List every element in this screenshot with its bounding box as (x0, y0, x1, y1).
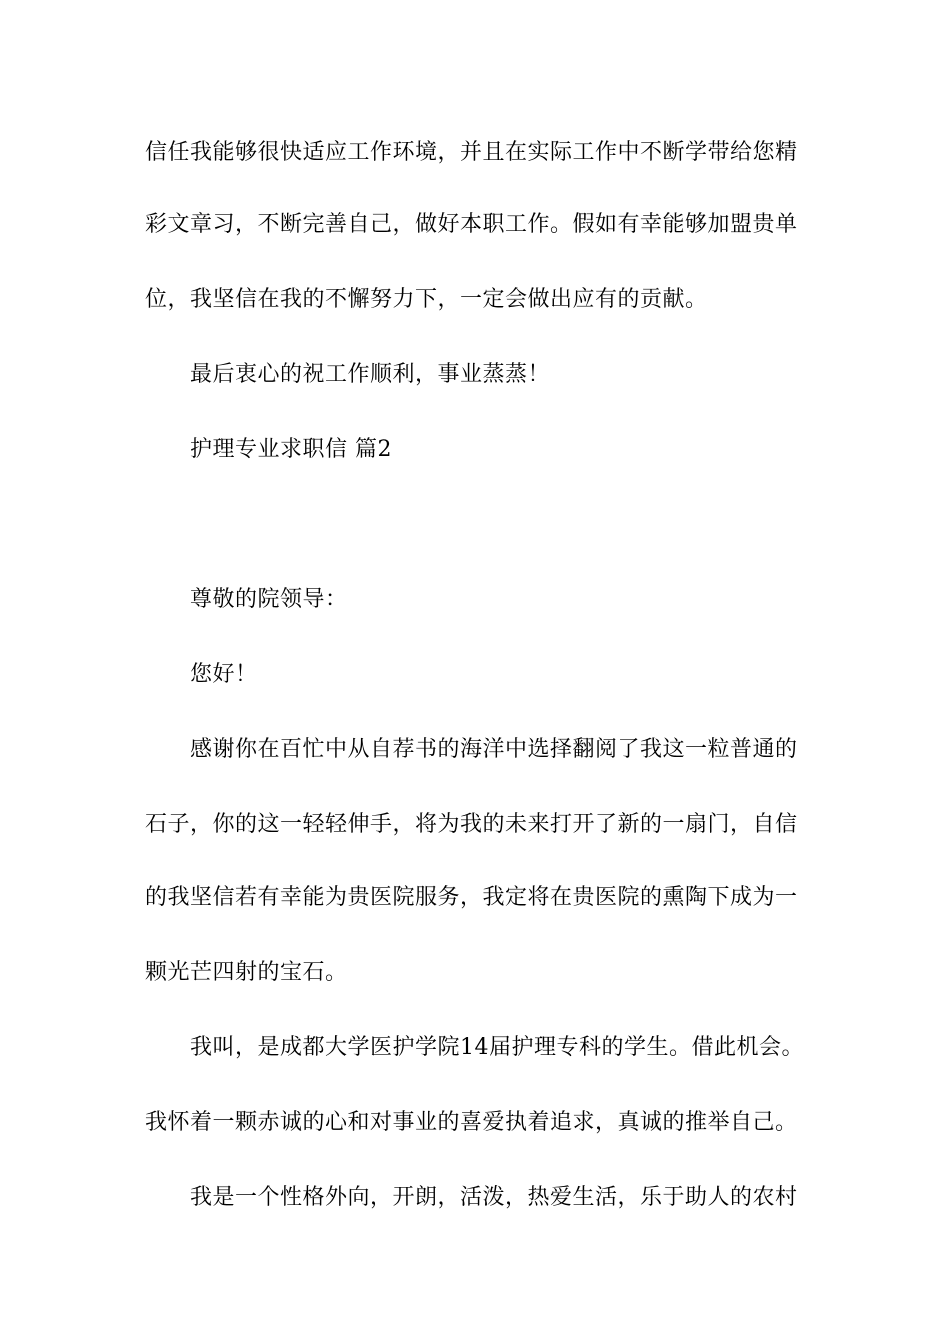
paragraph-line: 我怀着一颗赤诚的心和对事业的喜爱执着追求，真诚的推举自己。 (145, 1110, 798, 1135)
paragraph-line: 的我坚信若有幸能为贵医院服务，我定将在贵医院的熏陶下成为一 (145, 885, 798, 910)
paragraph-line: 石子，你的这一轻轻伸手，将为我的未来打开了新的一扇门，自信 (145, 812, 798, 837)
paragraph-line: 我是一个性格外向，开朗，活泼，热爱生活，乐于助人的农村 (190, 1185, 798, 1210)
greeting: 您好！ (190, 662, 258, 687)
paragraph-line: 位，我坚信在我的不懈努力下，一定会做出应有的贡献。 (145, 287, 708, 312)
salutation: 尊敬的院领导： (190, 587, 348, 612)
paragraph-line: 我叫，是成都大学医护学院14届护理专科的学生。借此机会。 (190, 1035, 804, 1060)
paragraph-line: 感谢你在百忙中从自荐书的海洋中选择翻阅了我这一粒普通的 (190, 737, 798, 762)
section-heading: 护理专业求职信 篇2 (190, 437, 392, 462)
paragraph-line: 颗光芒四射的宝石。 (145, 960, 348, 985)
closing-line: 最后衷心的祝工作顺利，事业蒸蒸！ (190, 362, 551, 387)
paragraph-line: 彩文章习，不断完善自己，做好本职工作。假如有幸能够加盟贵单 (145, 212, 798, 237)
paragraph-line: 信任我能够很快适应工作环境，并且在实际工作中不断学带给您精 (145, 140, 798, 165)
